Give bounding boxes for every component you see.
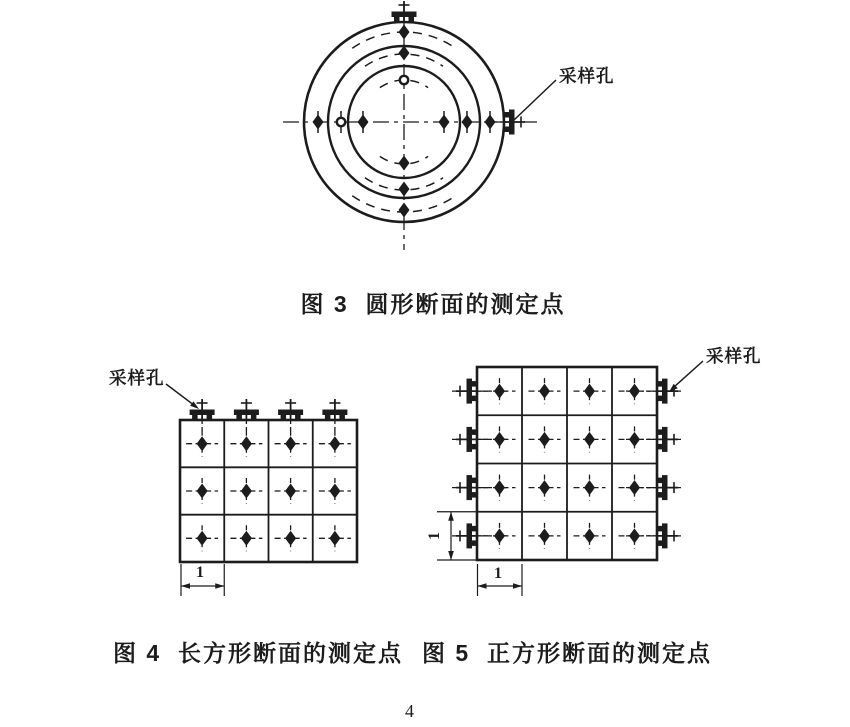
measurement-point bbox=[230, 478, 262, 504]
fig4-dimension-label: 1 bbox=[196, 564, 204, 581]
measurement-point bbox=[319, 525, 351, 551]
fig5-caption: 图 5 正方形断面的测定点 bbox=[422, 640, 712, 666]
measurement-point bbox=[186, 525, 218, 551]
fig5-leader bbox=[669, 361, 703, 392]
measurement-point bbox=[399, 46, 410, 61]
measurement-point bbox=[574, 475, 606, 501]
sampling-port bbox=[278, 399, 303, 434]
measurement-point-open bbox=[400, 76, 408, 84]
measurement-point bbox=[529, 426, 561, 452]
sampling-port-right bbox=[490, 110, 525, 135]
measurement-point bbox=[399, 156, 410, 171]
fig3-centerlines bbox=[283, 4, 537, 250]
fig5-diagram bbox=[437, 361, 703, 596]
fig4-leader bbox=[166, 384, 199, 409]
measurement-point bbox=[529, 523, 561, 549]
measurement-point bbox=[574, 426, 606, 452]
fig5-dimension-label-bottom: 1 bbox=[494, 565, 502, 582]
measurement-point bbox=[230, 525, 262, 551]
measurement-point bbox=[319, 431, 351, 457]
measurement-point bbox=[313, 111, 324, 133]
measurement-point bbox=[529, 378, 561, 404]
measurement-point bbox=[619, 378, 651, 404]
measurement-point bbox=[230, 431, 262, 457]
measurement-point bbox=[484, 378, 516, 404]
measurement-point bbox=[275, 525, 307, 551]
sampling-port-top bbox=[392, 1, 417, 36]
measurement-point bbox=[399, 182, 410, 197]
measurement-point bbox=[619, 426, 651, 452]
measurement-point bbox=[484, 475, 516, 501]
fig4-sampling-hole-label: 采样孔 bbox=[109, 368, 165, 388]
measurement-point bbox=[399, 203, 410, 218]
measurement-point bbox=[574, 378, 606, 404]
sampling-port bbox=[322, 399, 347, 434]
measurement-point bbox=[574, 523, 606, 549]
measurement-point bbox=[319, 478, 351, 504]
fig5-dimension-label-left: 1 bbox=[426, 532, 443, 540]
fig4-caption: 图 4 长方形断面的测定点 bbox=[113, 640, 403, 666]
fig3-leader-line bbox=[514, 80, 556, 120]
sampling-port bbox=[234, 399, 259, 434]
measurement-point bbox=[484, 426, 516, 452]
measurement-point bbox=[275, 478, 307, 504]
measurement-point bbox=[186, 478, 218, 504]
fig3-sampling-hole-label: 采样孔 bbox=[559, 66, 615, 86]
measurement-point bbox=[619, 475, 651, 501]
measurement-point bbox=[462, 111, 473, 133]
measurement-point bbox=[275, 431, 307, 457]
measurement-point bbox=[186, 431, 218, 457]
fig3-measurement-points bbox=[313, 25, 496, 218]
measurement-point-open bbox=[337, 111, 345, 133]
page-number: 4 bbox=[405, 701, 414, 721]
fig5-sampling-hole-label: 采样孔 bbox=[706, 346, 762, 366]
measurement-point bbox=[484, 523, 516, 549]
fig3-caption: 图 3 圆形断面的测定点 bbox=[300, 291, 566, 317]
measurement-point bbox=[439, 111, 450, 133]
measurement-point bbox=[358, 111, 369, 133]
measurement-point bbox=[529, 475, 561, 501]
fig4-diagram bbox=[166, 384, 357, 596]
fig3-diagram bbox=[283, 1, 556, 250]
fig5-grid bbox=[477, 367, 657, 560]
measurement-point bbox=[619, 523, 651, 549]
